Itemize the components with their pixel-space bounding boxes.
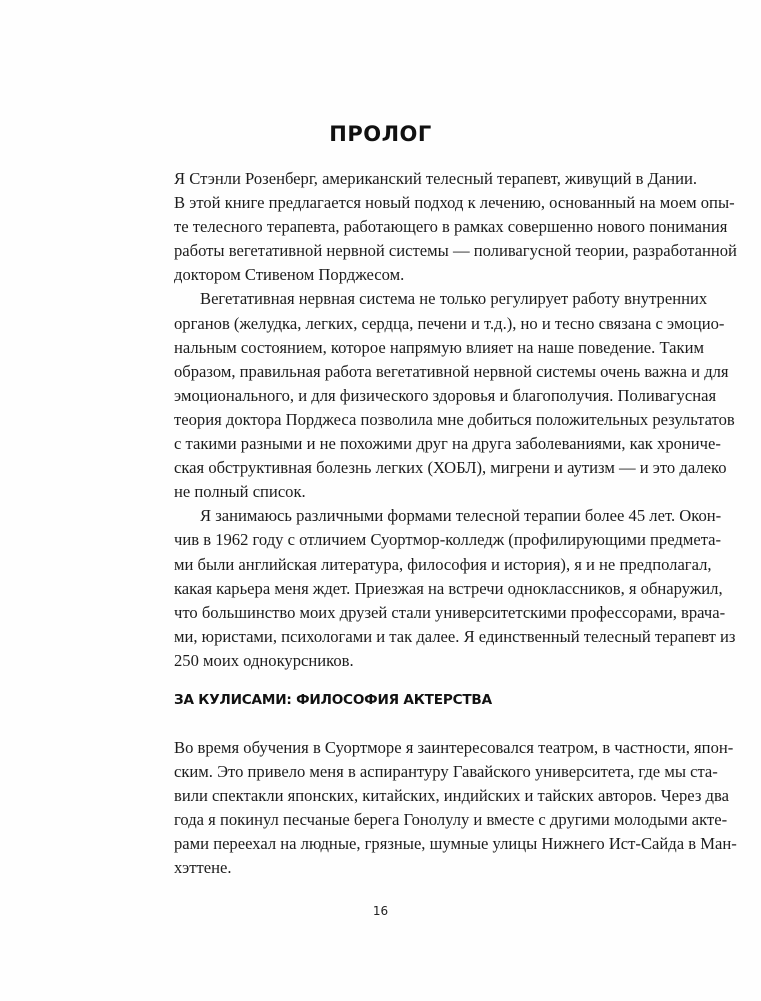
text-line: ми были английская литература, философия и история), я и не предполагал,: [174, 554, 712, 574]
text-line: теория доктора Порджеса позволила мне добиться положительных результатов: [174, 409, 735, 429]
text-line: В этой книге предлагается новый подход к лечению, основанный на моем опы-: [174, 193, 735, 213]
text-line: с такими разными и не похожими друг на друга заболеваниями, как хрониче-: [174, 434, 721, 454]
text-line: образом, правильная работа вегетативной нервной системы очень важна и для: [174, 361, 729, 381]
text-line: нальным состоянием, которое напрямую влияет на наше поведение. Таким: [174, 337, 704, 357]
text-line: хэттене.: [174, 858, 232, 878]
text-line: рами переехал на людные, грязные, шумные улицы Нижнего Ист-Сайда в Ман-: [174, 834, 737, 854]
text-line: те телесного терапевта, работающего в рамках совершенно нового понимания: [174, 217, 728, 237]
text-line: 250 моих однокурсников.: [174, 650, 354, 670]
text-line: ская обструктивная болезнь легких (ХОБЛ), мигрени и аутизм — и это далеко: [174, 458, 727, 478]
text-line: Я занимаюсь различными формами телесной терапии более 45 лет. Окон-: [200, 506, 722, 526]
text-line: работы вегетативной нервной системы — поливагусной теории, разработанной: [174, 241, 737, 261]
section-paragraph-1: [174, 736, 737, 881]
text-line: что большинство моих друзей стали университетскими профессорами, врача-: [174, 602, 726, 622]
text-line: ми, юристами, психологами и так далее. Я единственный телесный терапевт из: [174, 626, 736, 646]
text-line: не полный список.: [174, 482, 306, 502]
text-line: чив в 1962 году с отличием Суортмор-колледж (профилирующими предмета-: [174, 530, 722, 550]
chapter-title: ПРОЛОГ: [329, 122, 432, 146]
prologue-body: [174, 167, 737, 673]
text-line: Вегетативная нервная система не только регулирует работу внутренних: [200, 289, 708, 309]
paragraph-2: [174, 287, 735, 504]
text-line: доктором Стивеном Порджесом.: [174, 265, 405, 285]
text-line: какая карьера меня ждет. Приезжая на встречи одноклассников, я обнаружил,: [174, 578, 723, 598]
text-line: эмоционального, и для физического здоровья и благополучия. Поливагусная: [174, 385, 717, 405]
text-line: ским. Это привело меня в аспирантуру Гавайского университета, где мы ста-: [174, 762, 718, 782]
text-line: Я Стэнли Розенберг, американский телесный терапевт, живущий в Дании.: [174, 169, 698, 188]
text-line: органов (желудка, легких, сердца, печени и т.д.), но и тесно связана с эмоцио-: [174, 313, 725, 333]
text-line: вили спектакли японских, китайских, индийских и тайских авторов. Через два: [174, 786, 729, 806]
paragraph-3: [174, 504, 736, 673]
section-body: [174, 736, 737, 881]
text-line: Во время обучения в Суортморе я заинтересовался театром, в частности, япон-: [174, 738, 734, 757]
section-heading: ЗА КУЛИСАМИ: ФИЛОСОФИЯ АКТЕРСТВА: [174, 692, 492, 708]
page-number: 16: [372, 904, 389, 918]
text-line: года я покинул песчаные берега Гонолулу и вместе с другими молодыми акте-: [174, 810, 728, 830]
paragraph-1: [174, 167, 737, 287]
